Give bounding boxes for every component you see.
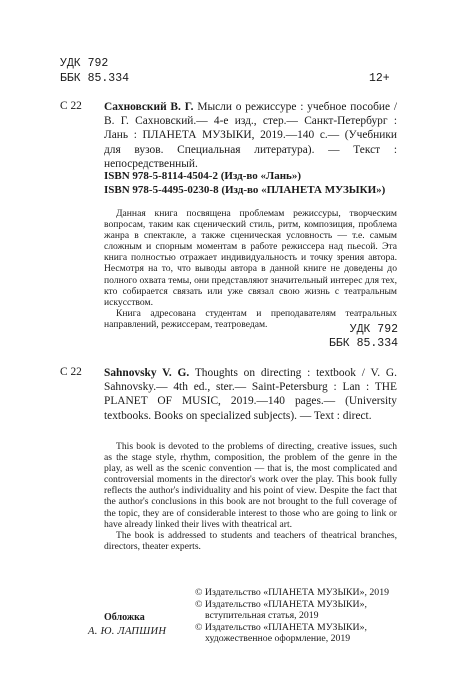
annotation-en-p2: The book is addressed to students and teachers of theatrical branches, directors, theater experts. [104, 529, 397, 552]
catalog-entry-en [104, 366, 397, 423]
copyright-line-2-sub: вступительная статья, 2019 [205, 610, 319, 622]
bbk-code-2: ББК 85.334 [328, 337, 398, 350]
udk-code: УДК 792 [60, 57, 109, 70]
cover-label: Обложка [104, 612, 145, 623]
cover-artist: А. Ю. ЛАПШИН [88, 626, 167, 637]
annotation-en [104, 441, 397, 552]
shelf-code-ru: С 22 [60, 100, 82, 112]
copyright-line-1: © Издательство «ПЛАНЕТА МУЗЫКИ», 2019 [195, 587, 390, 598]
bbk-code: ББК 85.334 [60, 72, 130, 85]
catalog-text-en: Thoughts on directing : textbook / V. G. Sahnovsky.— 4th ed., ster.— Saint-Petersburg : Lan : THE PLANET OF MUSIC, 2019.—140 pages.— (University textbooks. Books on specialized subjects). — Text : direct. [104, 367, 397, 422]
author-en: Sahnovsky V. G. [104, 367, 190, 379]
catalog-entry-ru [104, 100, 397, 171]
copyright-line-2: © Издательство «ПЛАНЕТА МУЗЫКИ», [195, 598, 367, 610]
annotation-ru-p2: Книга адресована студентам и преподавателям театральных направлений, режиссерам, театроведам. [104, 307, 397, 330]
isbn-lan: ISBN 978-5-8114-4504-2 (Изд-во «Лань») [104, 170, 302, 182]
copyright-line-3: © Издательство «ПЛАНЕТА МУЗЫКИ», [195, 621, 367, 633]
udk-code-2: УДК 792 [349, 323, 398, 336]
copyright-block [195, 587, 405, 645]
author-ru: Сахновский В. Г. [104, 101, 194, 113]
annotation-ru [104, 208, 397, 330]
annotation-en-p1: This book is devoted to the problems of directing, creative issues, such as the stage style, rhythm, composition, the problem of the genre in the play, as well as the scenic convention — that is, the most complicated and controversial moments in the director's work over the play. This book fully reflects the author's individuality and his point of view. Despite the fact that the author's conclusions in this book are not brought to the full coverage of the topic, they are of considerable interest to those who are going to link or have already linked their lives with theatrical art. [104, 441, 397, 530]
catalog-text-ru: Мысли о режиссуре : учебное пособие / В. Г. Сахновский.— 4-е изд., стер.— Санкт-Петербург : Лань : ПЛАНЕТА МУЗЫКИ, 2019.—140 с.— (Учебники для вузов. Специальная литература). — Текст : непосредственный. [104, 101, 397, 170]
age-rating: 12+ [369, 72, 390, 85]
shelf-code-en: С 22 [60, 366, 82, 378]
annotation-ru-p1: Данная книга посвящена проблемам режиссуры, творческим вопросам, таким как сценический стиль, ритм, композиция, проблема жанра в спектакле, а также сценическая условность — т.е. самым сложным и спорным моментам в работе режиссера над пьесой. Эта книга полностью отражает индивидуальность и точку зрения автора. Несмотря на то, что выводы автора в данной книге не доведены до полного охвата темы, они представляют значительный интерес для тех, кто собирается связать или уже связал свою жизнь с театральным искусством. [104, 208, 397, 308]
copyright-line-3-sub: художественное оформление, 2019 [205, 633, 351, 645]
isbn-planet: ISBN 978-5-4495-0230-8 (Изд-во «ПЛАНЕТА МУЗЫКИ») [104, 184, 386, 196]
